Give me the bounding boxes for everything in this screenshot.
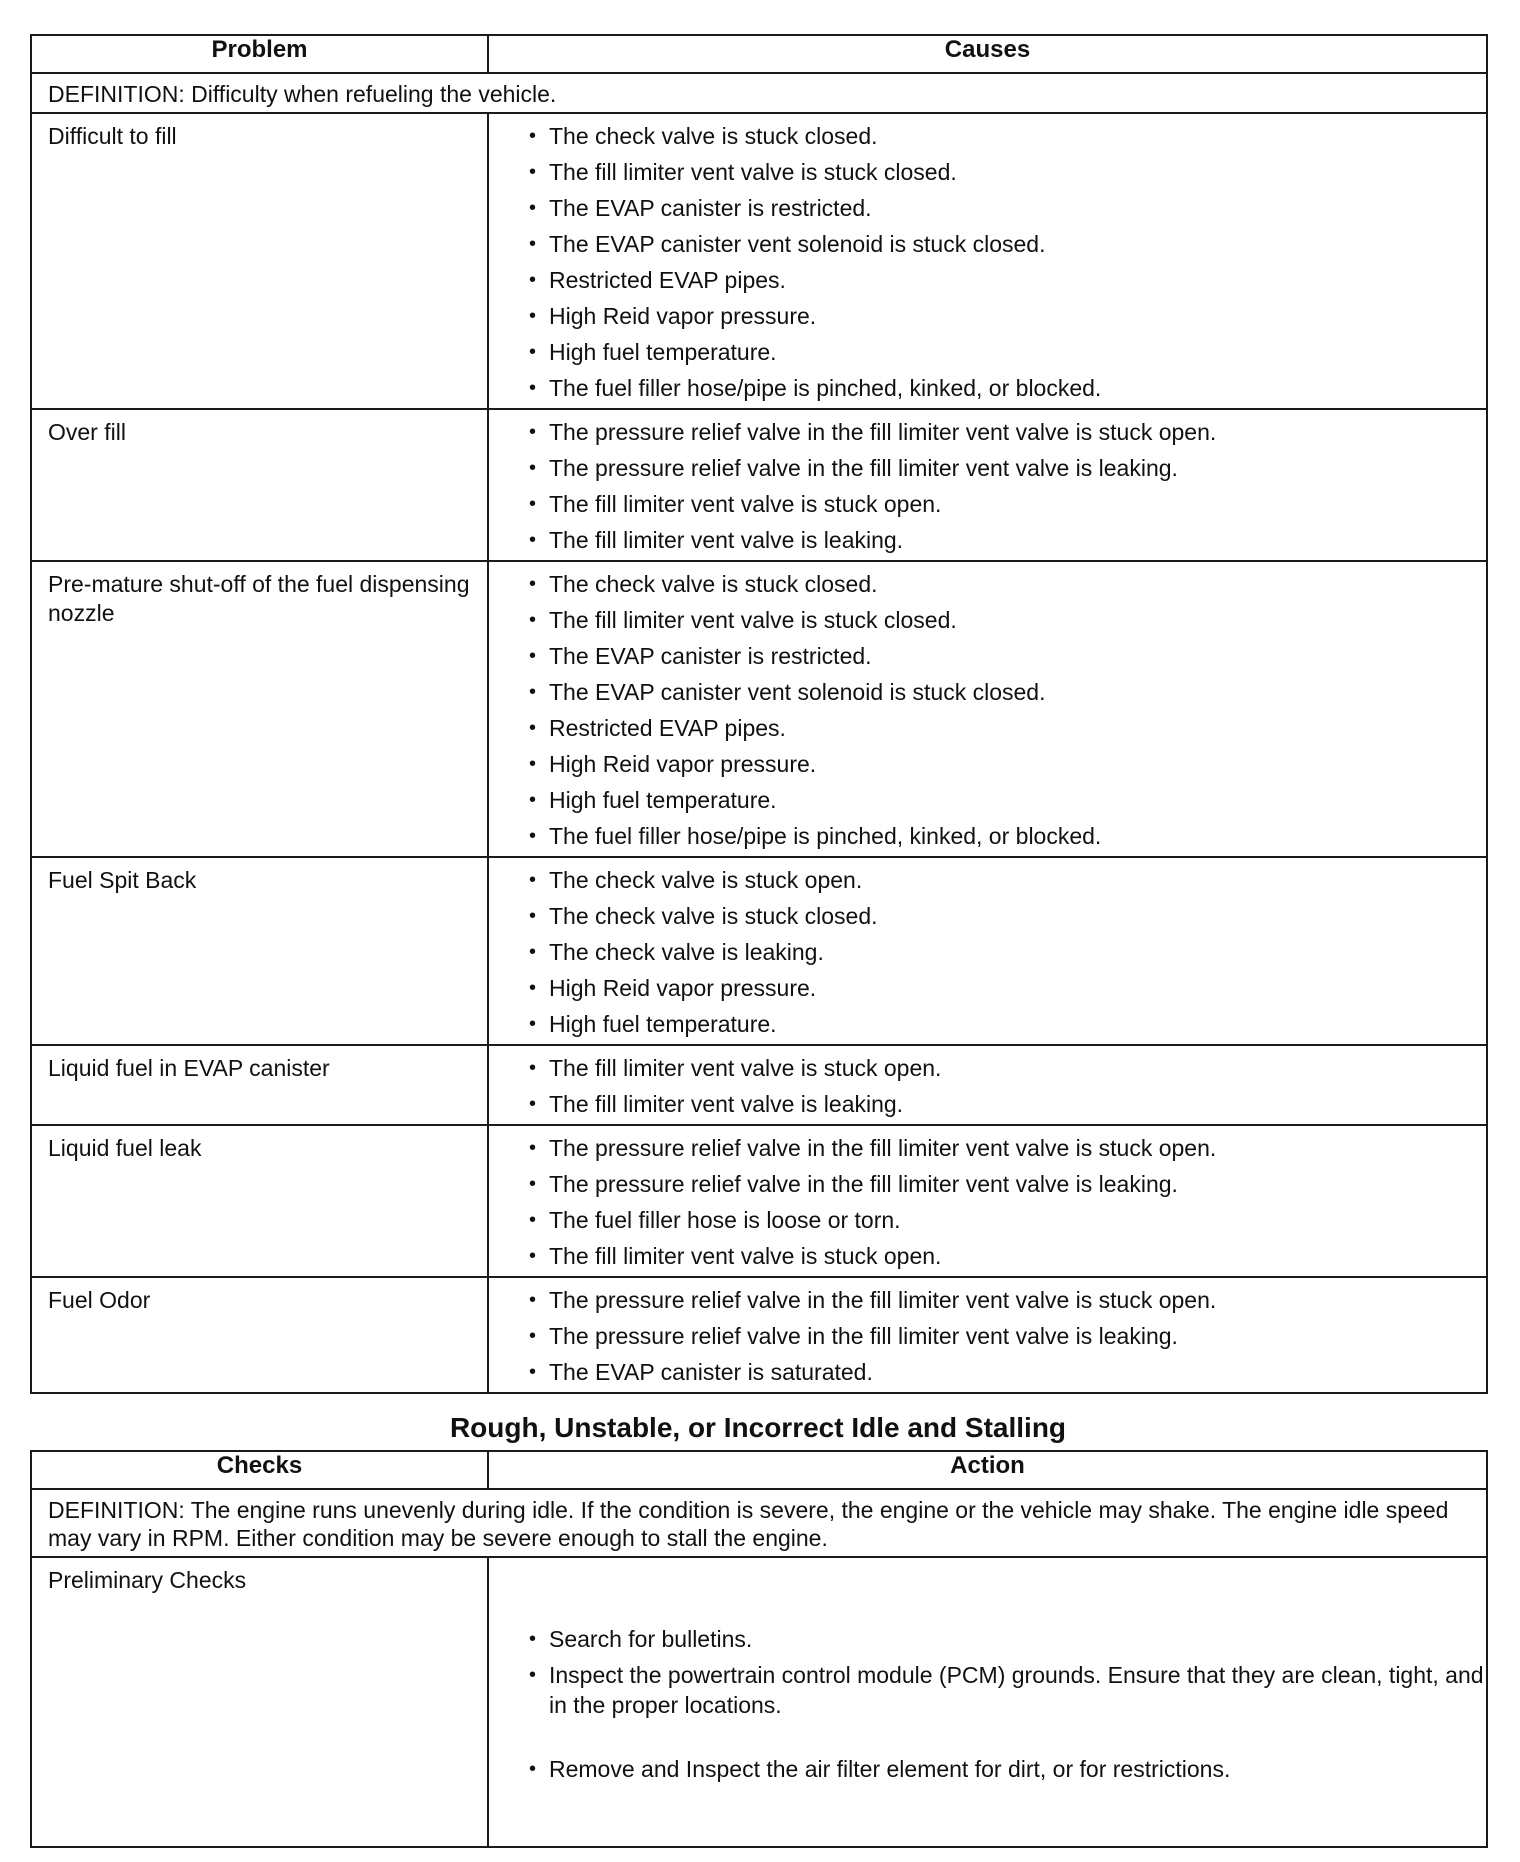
table-row <box>31 1125 1487 1277</box>
refueling-problems-table <box>30 34 1488 1394</box>
problem-cell: Pre-mature shut-off of the fuel dispensing nozzle <box>31 561 488 857</box>
cause-item: • Restricted EVAP pipes. <box>529 710 1486 746</box>
cause-item: • High fuel temperature. <box>529 334 1486 370</box>
cause-item: • The fill limiter vent valve is leaking. <box>529 522 1486 558</box>
table-header-row <box>31 1451 1487 1489</box>
causes-list <box>489 1130 1486 1274</box>
causes-cell <box>488 1125 1487 1277</box>
cause-item: • The fill limiter vent valve is leaking. <box>529 1086 1486 1122</box>
cause-item: • The fill limiter vent valve is stuck closed. <box>529 602 1486 638</box>
action-list <box>489 1562 1486 1784</box>
causes-list <box>489 1282 1486 1390</box>
cause-item: • The fuel filler hose/pipe is pinched, kinked, or blocked. <box>529 818 1486 854</box>
causes-cell <box>488 1045 1487 1125</box>
causes-cell <box>488 1277 1487 1393</box>
cause-item: • The fuel filler hose/pipe is pinched, kinked, or blocked. <box>529 370 1486 406</box>
cause-item: • The pressure relief valve in the fill limiter vent valve is stuck open. <box>529 1282 1486 1318</box>
table-row <box>31 561 1487 857</box>
problem-cell: Liquid fuel leak <box>31 1125 488 1277</box>
cause-item: • The check valve is stuck closed. <box>529 118 1486 154</box>
problem-cell: Fuel Spit Back <box>31 857 488 1045</box>
check-cell: Preliminary Checks <box>31 1557 488 1847</box>
problem-cell: Difficult to fill <box>31 113 488 409</box>
definition-row <box>31 1489 1487 1557</box>
cause-item: • The pressure relief valve in the fill limiter vent valve is stuck open. <box>529 1130 1486 1166</box>
cause-item: • The check valve is stuck open. <box>529 862 1486 898</box>
cause-item: • The check valve is leaking. <box>529 934 1486 970</box>
cause-item: • Restricted EVAP pipes. <box>529 262 1486 298</box>
cause-item: • The fill limiter vent valve is stuck closed. <box>529 154 1486 190</box>
problem-cell: Fuel Odor <box>31 1277 488 1393</box>
causes-list <box>489 1050 1486 1122</box>
idle-stalling-table <box>30 1450 1488 1848</box>
action-item: • Remove and Inspect the air filter element for dirt, or for restrictions. <box>529 1754 1486 1784</box>
problem-cell: Over fill <box>31 409 488 561</box>
causes-list <box>489 118 1486 406</box>
problem-column-header: Problem <box>31 35 488 73</box>
cause-item: • High Reid vapor pressure. <box>529 970 1486 1006</box>
causes-cell <box>488 409 1487 561</box>
cause-item: • The check valve is stuck closed. <box>529 898 1486 934</box>
table-row <box>31 409 1487 561</box>
cause-item: • The fuel filler hose is loose or torn. <box>529 1202 1486 1238</box>
causes-cell <box>488 113 1487 409</box>
cause-item: • High Reid vapor pressure. <box>529 298 1486 334</box>
cause-item: • The EVAP canister is restricted. <box>529 190 1486 226</box>
cause-item: • The EVAP canister vent solenoid is stuck closed. <box>529 226 1486 262</box>
cause-item: • The pressure relief valve in the fill limiter vent valve is leaking. <box>529 1318 1486 1354</box>
action-column-header: Action <box>488 1451 1487 1489</box>
action-cell <box>488 1557 1487 1847</box>
cause-item: • High fuel temperature. <box>529 782 1486 818</box>
cause-item: • The check valve is stuck closed. <box>529 566 1486 602</box>
cause-item: • The EVAP canister vent solenoid is stuck closed. <box>529 674 1486 710</box>
table-header-row <box>31 35 1487 73</box>
cause-item: • High fuel temperature. <box>529 1006 1486 1042</box>
action-item: • Inspect the powertrain control module (PCM) grounds. Ensure that they are clean, tight, and in the proper locations. <box>529 1660 1486 1720</box>
section-title: Rough, Unstable, or Incorrect Idle and Stalling <box>449 1412 1067 1443</box>
table-row <box>31 1045 1487 1125</box>
causes-list <box>489 566 1486 854</box>
definition-text: DEFINITION: The engine runs unevenly during idle. If the condition is severe, the engine or the vehicle may shake. The engine idle speed may vary in RPM. Either condition may be severe enough to stall the engine. <box>31 1489 1487 1557</box>
table-row <box>31 1277 1487 1393</box>
cause-item: • The fill limiter vent valve is stuck open. <box>529 1050 1486 1086</box>
table-row <box>31 857 1487 1045</box>
table-row <box>31 1557 1487 1847</box>
cause-item: • The EVAP canister is saturated. <box>529 1354 1486 1390</box>
causes-list <box>489 414 1486 558</box>
action-item: • Search for bulletins. <box>529 1624 1486 1654</box>
causes-list <box>489 862 1486 1042</box>
causes-cell <box>488 857 1487 1045</box>
cause-item: • The EVAP canister is restricted. <box>529 638 1486 674</box>
definition-row <box>31 73 1487 113</box>
checks-column-header: Checks <box>31 1451 488 1489</box>
cause-item: • High Reid vapor pressure. <box>529 746 1486 782</box>
definition-text: DEFINITION: Difficulty when refueling the vehicle. <box>31 73 1487 113</box>
table-row <box>31 113 1487 409</box>
cause-item: • The fill limiter vent valve is stuck open. <box>529 486 1486 522</box>
cause-item: • The pressure relief valve in the fill limiter vent valve is leaking. <box>529 1166 1486 1202</box>
cause-item: • The fill limiter vent valve is stuck open. <box>529 1238 1486 1274</box>
cause-item: • The pressure relief valve in the fill limiter vent valve is leaking. <box>529 450 1486 486</box>
cause-item: • The pressure relief valve in the fill limiter vent valve is stuck open. <box>529 414 1486 450</box>
causes-cell <box>488 561 1487 857</box>
problem-cell: Liquid fuel in EVAP canister <box>31 1045 488 1125</box>
causes-column-header: Causes <box>488 35 1487 73</box>
